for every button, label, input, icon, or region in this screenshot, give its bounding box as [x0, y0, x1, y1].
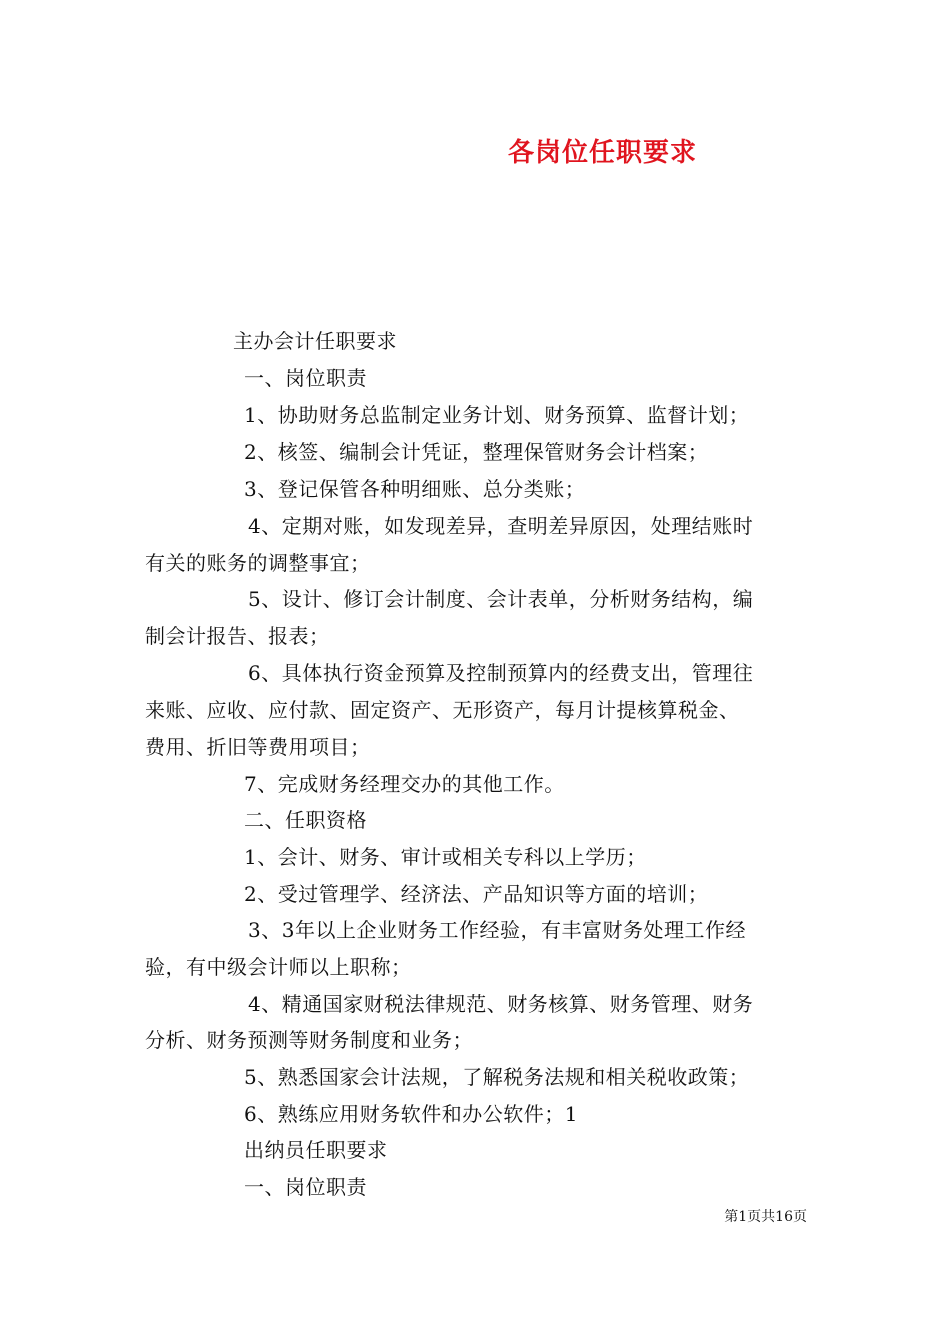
text-line: 4、定期对账，如发现差异，查明差异原因，处理结账时	[248, 514, 754, 538]
text-line: 一、岗位职责	[244, 366, 367, 390]
text-line: 分析、财务预测等财务制度和业务；	[145, 1028, 473, 1052]
text-line: 验，有中级会计师以上职称；	[145, 955, 412, 979]
text-line: 1、会计、财务、审计或相关专科以上学历；	[244, 845, 647, 869]
page-footer: 第1页共16页	[724, 1209, 807, 1225]
text-line: 出纳员任职要求	[244, 1138, 388, 1162]
text-line: 2、受过管理学、经济法、产品知识等方面的培训；	[244, 882, 709, 906]
text-line: 7、完成财务经理交办的其他工作。	[244, 772, 565, 796]
text-line: 5、熟悉国家会计法规，了解税务法规和相关税收政策；	[244, 1065, 750, 1089]
text-line: 6、具体执行资金预算及控制预算内的经费支出，管理往	[248, 661, 754, 685]
text-line: 3、登记保管各种明细账、总分类账；	[244, 477, 586, 501]
page-title: 各岗位任职要求	[508, 138, 698, 168]
text-line: 3、3年以上企业财务工作经验，有丰富财务处理工作经	[248, 918, 746, 942]
text-line: 有关的账务的调整事宜；	[145, 551, 371, 575]
text-line: 2、核签、编制会计凭证，整理保管财务会计档案；	[244, 440, 709, 464]
text-line: 1、协助财务总监制定业务计划、财务预算、监督计划；	[244, 403, 750, 427]
text-line: 主办会计任职要求	[233, 329, 397, 353]
text-line: 6、熟练应用财务软件和办公软件；1	[244, 1102, 578, 1126]
text-line: 5、设计、修订会计制度、会计表单，分析财务结构，编	[248, 587, 754, 611]
text-line: 4、精通国家财税法律规范、财务核算、财务管理、财务	[248, 992, 754, 1016]
text-line: 来账、应收、应付款、固定资产、无形资产，每月计提核算税金、	[145, 698, 740, 722]
text-line: 费用、折旧等费用项目；	[145, 735, 371, 759]
text-line: 制会计报告、报表；	[145, 624, 330, 648]
text-line: 一、岗位职责	[244, 1175, 367, 1199]
text-line: 二、任职资格	[244, 808, 367, 832]
